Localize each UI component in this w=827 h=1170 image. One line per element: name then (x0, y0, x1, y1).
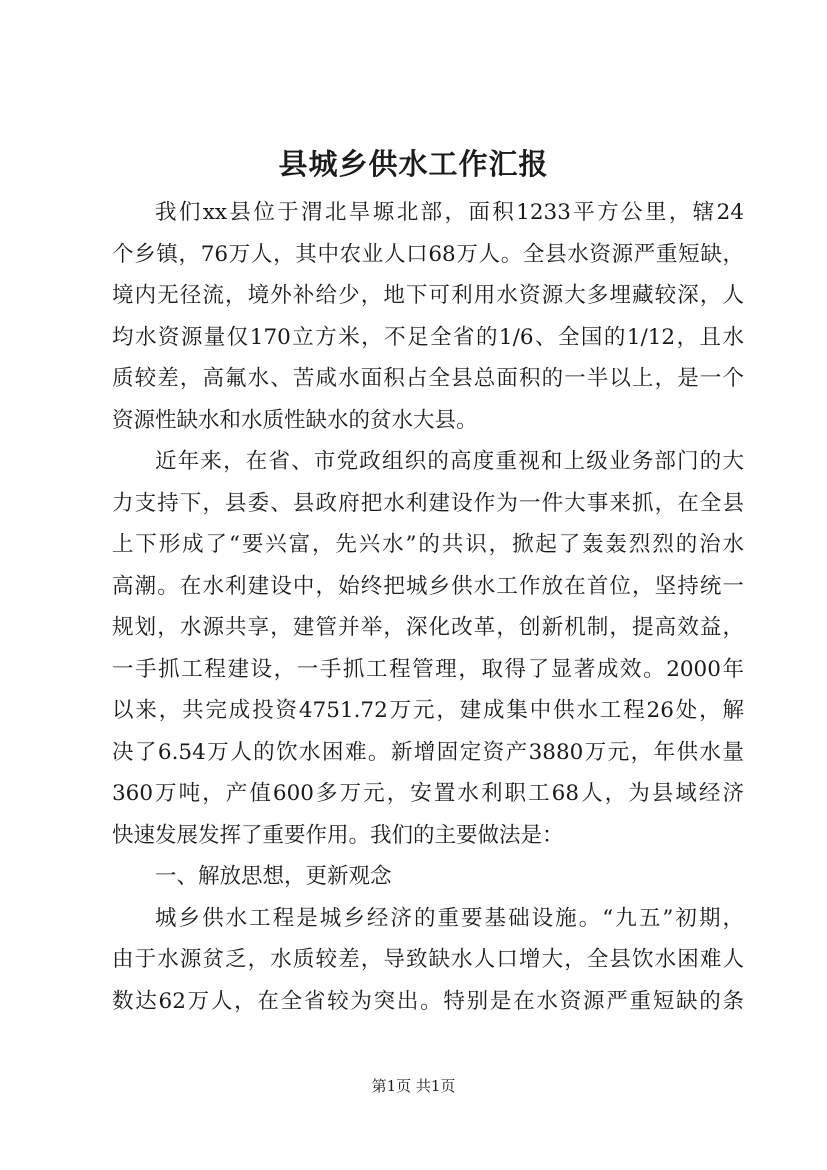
paragraph-line: 上下形成了“要兴富，先兴水”的共识，掀起了轰轰烈烈的治水 (112, 532, 744, 557)
document-title: 县城乡供水工作汇报 (278, 147, 549, 181)
paragraph-line: 规划，水源共享，建管并举，深化改革，创新机制，提高效益， (112, 615, 744, 640)
paragraph-line: 城乡供水工程是城乡经济的重要基础设施。“九五”初期， (155, 905, 744, 931)
paragraph-line: 力支持下，县委、县政府把水利建设作为一件大事来抓，在全县 (112, 490, 744, 516)
paragraph-line: 我们xx县位于渭北旱塬北部，面积1233平方公里，辖24 (155, 200, 744, 225)
paragraph-line: 一手抓工程建设，一手抓工程管理，取得了显著成效。2000年 (112, 656, 744, 682)
paragraph-line: 360万吨，产值600多万元，安置水利职工68人，为县域经济 (112, 781, 744, 806)
paragraph-line: 决了6.54万人的饮水困难。新增固定资产3880万元，年供水量 (112, 739, 744, 765)
paragraph-line: 以来，共完成投资4751.72万元，建成集中供水工程26处，解 (112, 698, 744, 723)
paragraph-line: 个乡镇，76万人，其中农业人口68万人。全县水资源严重短缺， (112, 241, 744, 267)
paragraph-line: 快速发展发挥了重要作用。我们的主要做法是： (112, 822, 564, 848)
section-heading: 一、解放思想，更新观念 (155, 864, 392, 889)
paragraph-line: 近年来，在省、市党政组织的高度重视和上级业务部门的大 (155, 449, 744, 474)
paragraph-line: 境内无径流，境外补给少，地下可利用水资源大多埋藏较深，人 (112, 283, 744, 308)
paragraph-line: 均水资源量仅170立方米，不足全省的1/6、全国的1/12，且水 (112, 324, 744, 350)
paragraph-line: 数达62万人，在全省较为突出。特别是在水资源严重短缺的条 (112, 988, 744, 1014)
paragraph-line: 高潮。在水利建设中，始终把城乡供水工作放在首位，坚持统一 (112, 573, 744, 599)
page-footer: 第1页 共1页 (371, 1077, 456, 1095)
paragraph-line: 资源性缺水和水质性缺水的贫水大县。 (112, 407, 478, 433)
paragraph-line: 由于水源贫乏，水质较差，导致缺水人口增大，全县饮水困难人 (112, 947, 744, 972)
document-body (112, 192, 744, 1022)
paragraph-line: 质较差，高氟水、苦咸水面积占全县总面积的一半以上，是一个 (112, 366, 744, 391)
